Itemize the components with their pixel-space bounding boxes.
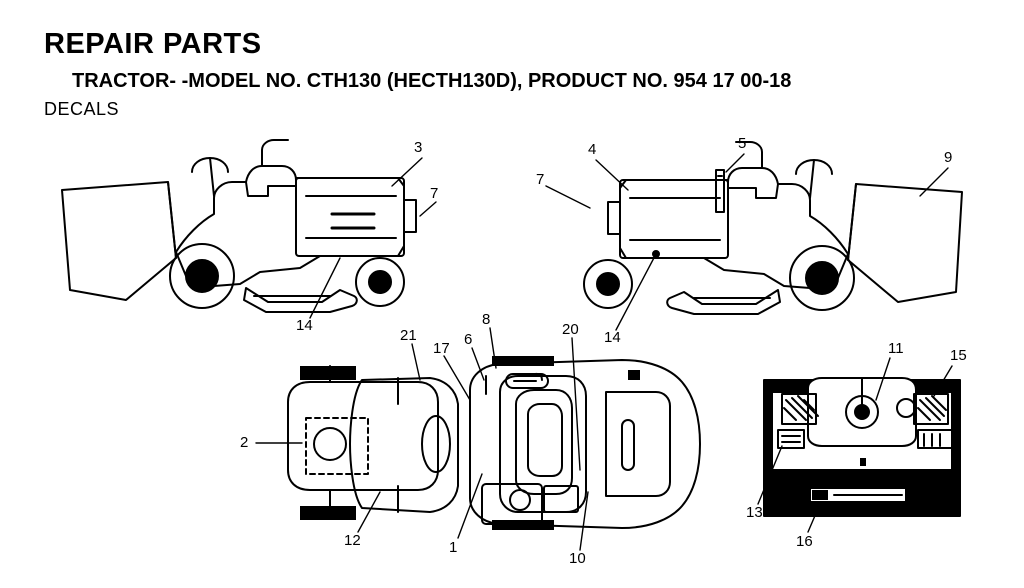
callout-7-left: 7: [430, 185, 439, 202]
tractor-left-side-view: [62, 140, 416, 312]
callout-4: 4: [588, 141, 597, 158]
callout-11: 11: [888, 340, 904, 357]
callout-15: 15: [950, 347, 967, 364]
callout-14-right: 14: [604, 329, 621, 346]
callout-12: 12: [344, 532, 361, 549]
callout-17: 17: [433, 340, 450, 357]
dashboard-panel-view: [764, 378, 960, 516]
section-label: DECALS: [44, 99, 120, 119]
callout-1: 1: [449, 539, 458, 556]
tractor-top-view: [288, 356, 700, 530]
callout-8: 8: [482, 311, 491, 328]
callout-7-right: 7: [536, 171, 545, 188]
callout-20: 20: [562, 321, 579, 338]
page-subtitle: TRACTOR- -MODEL NO. CTH130 (HECTH130D), PRODUCT NO. 954 17 00-18: [72, 70, 792, 92]
callout-2: 2: [240, 434, 249, 451]
callout-21: 21: [400, 327, 417, 344]
callout-16: 16: [796, 533, 813, 550]
callout-14-left: 14: [296, 317, 313, 334]
page-title: REPAIR PARTS: [44, 28, 262, 60]
callout-3: 3: [414, 139, 423, 156]
callout-6: 6: [464, 331, 473, 348]
callout-5: 5: [738, 135, 747, 152]
callout-9: 9: [944, 149, 953, 166]
callout-10: 10: [569, 550, 586, 567]
callout-13: 13: [746, 504, 763, 521]
tractor-right-side-view: [584, 142, 962, 314]
